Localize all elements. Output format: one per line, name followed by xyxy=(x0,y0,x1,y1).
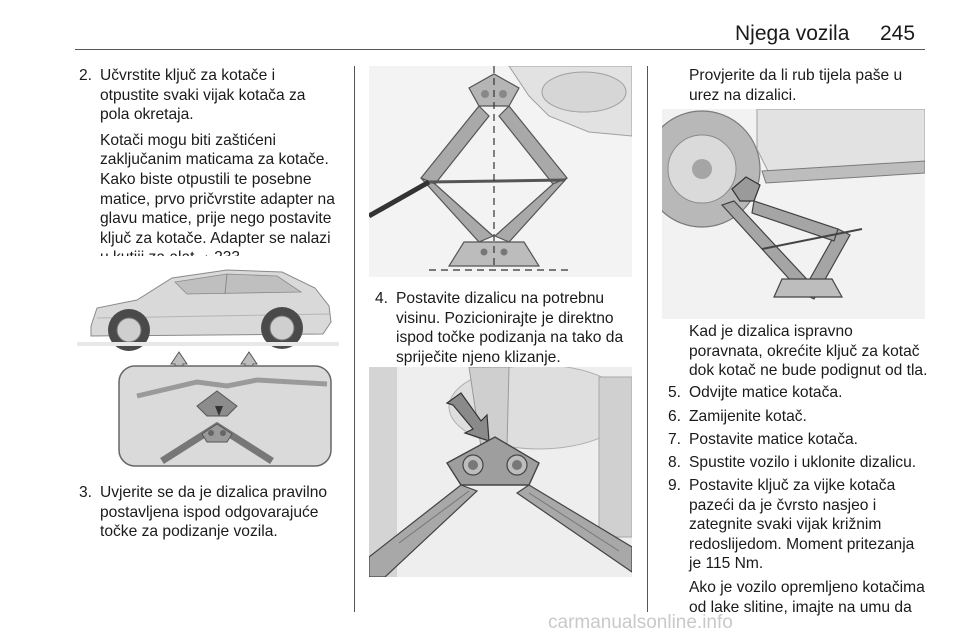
intro-line: Provjerite da li rub tijela paše u xyxy=(689,67,903,84)
continued-line: Kad je dizalica ispravno xyxy=(689,323,853,340)
scissor-jack-illustration xyxy=(369,66,632,277)
step-line: Uvjerite se da je dizalica pravilno xyxy=(100,484,328,501)
step-line: ispod točke podizanja na tako da xyxy=(396,329,624,347)
step-line: Postavite dizalicu na potrebnu xyxy=(396,290,605,307)
step-number: 2. xyxy=(79,67,93,84)
page-number: 245 xyxy=(880,22,916,45)
step-line: postavljena ispod odgovarajuće xyxy=(100,503,319,521)
step-tail-line: od lake slitine, imajte na umu da xyxy=(689,598,912,616)
col3-continued xyxy=(689,322,927,381)
header-divider xyxy=(75,49,925,50)
step-note-line: Kotači mogu biti zaštićeni xyxy=(100,131,276,149)
step-number: 5. xyxy=(668,384,682,401)
jack-sill-illustration xyxy=(662,109,925,319)
column-divider-left xyxy=(354,66,355,612)
step-line: visinu. Pozicionirajte je direktno xyxy=(396,309,614,327)
col3-intro xyxy=(689,66,902,105)
step-note-line: matice, prvo pričvrstite adapter na xyxy=(100,190,335,208)
car-jack-illustration xyxy=(77,256,339,467)
step-line: Zamijenite kotač. xyxy=(689,408,807,425)
column-divider-right xyxy=(647,66,648,612)
step-number: 3. xyxy=(79,484,93,501)
step-line: točke za podizanje vozila. xyxy=(100,523,278,541)
step-note-line: ključ za kotače. Adapter se nalazi xyxy=(100,229,331,247)
jack-saddle-illustration xyxy=(369,367,632,577)
figure-jack-saddle-closeup xyxy=(369,367,632,577)
step-number: 8. xyxy=(668,454,682,471)
step-line: Postavite ključ za vijke kotača xyxy=(689,477,896,494)
step-line: je 115 Nm. xyxy=(689,555,764,573)
step-number: 7. xyxy=(668,431,682,448)
step-number: 9. xyxy=(668,477,682,494)
step-line: pola okretaja. xyxy=(100,106,194,124)
step-line: Spustite vozilo i uklonite dizalicu. xyxy=(689,454,917,471)
step-number: 6. xyxy=(668,408,682,425)
figure-car-jacking-points xyxy=(77,256,339,467)
step-line: redoslijedom. Moment pritezanja xyxy=(689,535,915,553)
step-line: spriječite njeno klizanje. xyxy=(396,348,561,366)
step-line: Odvijte matice kotača. xyxy=(689,384,843,401)
watermark: carmanualsonline.info xyxy=(548,612,733,633)
step-line: zategnite svaki vijak križnim xyxy=(689,516,882,534)
step-note-line: zaključanim maticama za kotače. xyxy=(100,151,329,169)
step-tail-line: Ako je vozilo opremljeno kotačima xyxy=(689,578,925,596)
page-header-title: Njega vozila xyxy=(735,22,850,45)
step-line: pazeći da je čvrsto nasjeo i xyxy=(689,496,877,514)
continued-line: poravnata, okrećite ključ za kotač xyxy=(689,342,920,360)
continued-line: dok kotač ne bude podignut od tla. xyxy=(689,362,928,380)
figure-jack-under-sill xyxy=(662,109,925,319)
step-note-line: glavu matice, prije nego postavite xyxy=(100,210,332,228)
step-note-line: Kako biste otpustili te posebne xyxy=(100,170,312,188)
figure-scissor-jack-front xyxy=(369,66,632,277)
step-line: Učvrstite ključ za kotače i xyxy=(100,67,276,84)
step-number: 4. xyxy=(375,290,389,307)
step-line: Postavite matice kotača. xyxy=(689,431,859,448)
intro-line: urez na dizalici. xyxy=(689,86,797,104)
step-line: otpustite svaki vijak kotača za xyxy=(100,86,306,104)
